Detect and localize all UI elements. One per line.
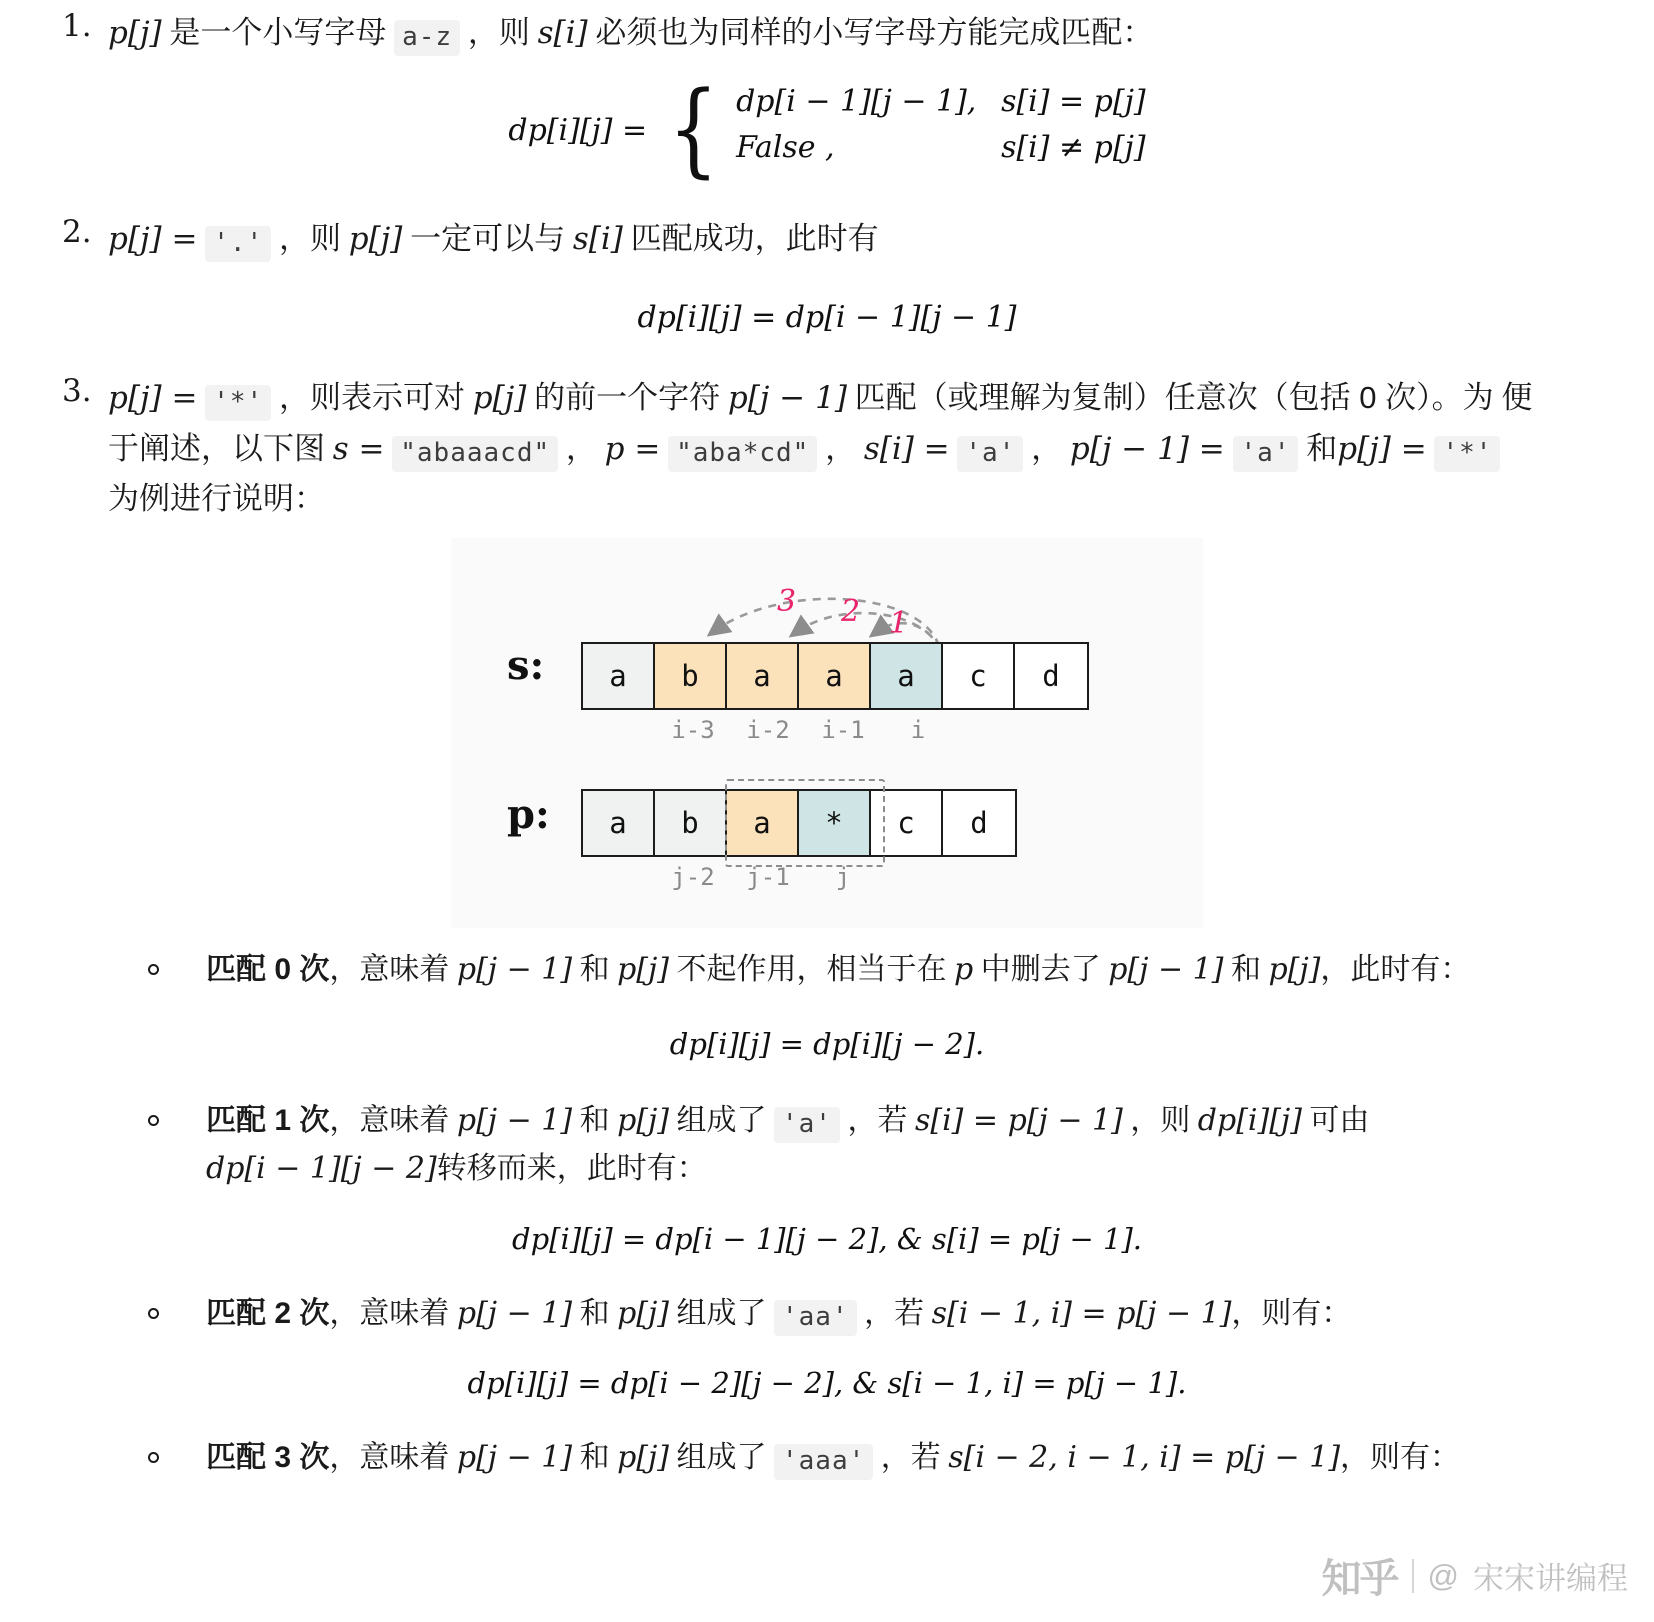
bullet-item-2 [0, 1290, 1654, 1339]
bullet-3-bold: 匹配 3 次 [206, 1441, 330, 1475]
rule-2-text-2: 一定可以与 [410, 221, 566, 257]
bullet-item-1 [0, 1097, 1654, 1194]
rule-3-text-5: 为例进行说明： [108, 480, 325, 516]
s-cell-6: d [1015, 644, 1087, 708]
rule-3-si-code: 'a' [957, 436, 1023, 472]
bullet-3-v2: p[j] [617, 1440, 669, 1476]
bullet-1-text-3: 组成了 [676, 1103, 767, 1137]
rule-item-2 [0, 214, 1654, 264]
s-cell-4: a [871, 644, 943, 708]
rule-2-var1: p[j] [348, 221, 403, 258]
rule-3-var1: p[j] [472, 380, 527, 417]
bullet-3-text-4: ，若 [880, 1441, 941, 1475]
bullet-1-text-4: ，若 [847, 1103, 908, 1137]
rule-number-2: 2. [62, 214, 92, 251]
rule-3-text-3: 匹配（或理解为复制）任意次（包括 0 次）。为 [854, 380, 1494, 416]
bullet-2-v1: p[j − 1] [456, 1295, 573, 1331]
rule-3-si-var: s[i] = [863, 430, 950, 467]
s-cell-1: b [655, 644, 727, 708]
rule-3-p-var: p = [604, 430, 661, 467]
rule-1-code-chip: a-z [394, 20, 460, 56]
bullet-0-text-4: 中删去了 [980, 953, 1101, 987]
bullet-0-text-5: 和 [1230, 953, 1261, 987]
rule-2-var2: s[i] [572, 221, 623, 258]
bullet-2-text-2: 和 [579, 1296, 610, 1330]
bullet-0-equation: dp[i][j] = dp[i][j − 2]. [669, 1026, 985, 1061]
p-index-0: j-2 [671, 863, 715, 892]
bullet-dot-icon [148, 1452, 159, 1463]
p-cell-3: * [799, 791, 871, 855]
s-index-labels [581, 716, 1101, 746]
bullet-1-text [206, 1097, 1654, 1194]
rule-3-var2: p[j − 1] [727, 380, 847, 417]
bullet-0-v5: p[j] [1268, 952, 1321, 988]
bullet-3-text-2: 和 [579, 1441, 610, 1475]
rule-1-text-before: 是一个小写字母 [169, 15, 387, 50]
rule-3-comma-2: ， [825, 430, 857, 466]
bullet-dot-icon [148, 964, 159, 975]
bullet-dot-icon [148, 1115, 159, 1126]
bullet-0-text-1: ，意味着 [329, 953, 450, 987]
rule-1-case-1-value: dp[i − 1][j − 1], [736, 84, 977, 120]
s-index-3: i [910, 716, 926, 745]
bullet-2-equation: dp[i][j] = dp[i − 2][j − 2], & s[i − 1, i] = p[j − 1]. [467, 1366, 1187, 1401]
bullet-2-v2: p[j] [617, 1295, 669, 1331]
curly-brace-icon: { [668, 70, 719, 190]
p-cell-1: b [655, 791, 727, 855]
p-cell-0: a [583, 791, 655, 855]
rule-3-text-2: 的前一个字符 [534, 380, 721, 416]
bullet-0-v3: p [954, 952, 974, 988]
rule-3-pj-var: p[j] = [1337, 430, 1427, 467]
bullet-1-v3: s[i] = p[j − 1] [914, 1102, 1123, 1138]
rule-1-case-2-value: False , [736, 130, 835, 166]
s-cell-5: c [943, 644, 1015, 708]
bullet-1-bold: 匹配 1 次 [206, 1103, 330, 1137]
bullet-2-v3: s[i − 1, i] = p[j − 1] [931, 1295, 1232, 1331]
bullet-1-text-7: 转移而来，此时有： [436, 1152, 707, 1186]
rule-3-pj1-var: p[j − 1] = [1069, 430, 1225, 467]
p-cell-2: a [727, 791, 799, 855]
bullet-item-3 [0, 1434, 1654, 1483]
bullet-0-text-3: 不起作用，相当于在 [676, 953, 947, 987]
rule-2-lhs: p[j] = [108, 221, 198, 258]
bullet-1-v4: dp[i][j] [1197, 1102, 1302, 1138]
bullet-1-text-1: ，意味着 [329, 1103, 450, 1137]
watermark-at-icon: @ [1427, 1557, 1459, 1593]
row-label-s: s: [507, 642, 545, 690]
bullet-2-code-chip: 'aa' [774, 1300, 857, 1336]
rule-3-he: 和 [1306, 430, 1338, 466]
bullet-0-v4: p[j − 1] [1108, 952, 1224, 988]
bullet-dot-icon [148, 1308, 159, 1319]
match-count-list [0, 946, 1654, 1483]
bullet-0-text-2: 和 [579, 953, 610, 987]
p-cell-5: d [943, 791, 1015, 855]
bullet-3-v1: p[j − 1] [456, 1440, 573, 1476]
rule-number-1: 1. [62, 8, 92, 44]
s-index-0: i-3 [671, 716, 715, 745]
bullet-3-code-chip: 'aaa' [774, 1444, 873, 1480]
highlight-dashed-box [725, 779, 885, 867]
rule-3-s-code: "abaaacd" [392, 436, 558, 472]
rule-1-case-1-condition: s[i] = p[j] [1001, 84, 1146, 120]
rule-2-equation: dp[i][j] = dp[i − 1][j − 1] [637, 300, 1017, 336]
rule-item-3 [0, 373, 1654, 524]
bullet-1-v1: p[j − 1] [456, 1102, 573, 1138]
bullet-0-v2: p[j] [617, 952, 669, 988]
bullet-1-v2: p[j] [617, 1102, 669, 1138]
bullet-1-v5: dp[i − 1][j − 2] [206, 1151, 437, 1187]
s-cell-3: a [799, 644, 871, 708]
arc-label-2: 2 [841, 594, 861, 630]
arc-label-3: 3 [777, 584, 797, 620]
watermark-divider [1412, 1559, 1414, 1593]
rule-3-comma-3: ， [1031, 430, 1063, 466]
bullet-3-text-1: ，意味着 [329, 1441, 450, 1475]
row-label-p: p: [507, 791, 550, 839]
rule-1-text-after: 必须也为同样的小写字母方能完成匹配： [595, 15, 1154, 50]
bullet-0-bold: 匹配 0 次 [206, 953, 330, 987]
bullet-2-text [206, 1290, 1654, 1339]
bullet-2-text-3: 组成了 [676, 1296, 767, 1330]
rules-list [0, 8, 1654, 58]
p-index-1: j-1 [746, 863, 790, 892]
matching-diagram [451, 538, 1203, 928]
bullet-1-equation: dp[i][j] = dp[i − 1][j − 2], & s[i] = p[j − 1]. [512, 1221, 1142, 1256]
rule-1-equation-lhs: dp[i][j] = [508, 112, 648, 148]
bullet-0-text-6: ，此时有： [1320, 953, 1471, 987]
rule-3-pj-code: '*' [1434, 436, 1500, 472]
rule-number-3: 3. [62, 373, 92, 410]
rule-3-text [108, 373, 1654, 524]
bullet-0-text [206, 946, 1654, 995]
s-cell-0: a [583, 644, 655, 708]
bullet-1-text-2: 和 [579, 1103, 610, 1137]
bullet-3-text-5: ，则有： [1340, 1441, 1461, 1475]
rule-3-s-var: s = [332, 430, 385, 467]
rule-2-code-chip: '.' [205, 226, 271, 262]
p-cell-4: c [871, 791, 943, 855]
rule-1-text [108, 8, 1654, 58]
rule-1-text-mid: ，则 [467, 15, 530, 50]
rule-3-code-chip: '*' [205, 385, 271, 421]
bullet-2-text-5: ，则有： [1231, 1296, 1352, 1330]
p-index-labels [581, 863, 1101, 893]
bullet-3-text [206, 1434, 1654, 1483]
bullet-2-text-4: ，若 [864, 1296, 925, 1330]
bullet-item-0 [0, 946, 1654, 995]
bullet-3-v3: s[i − 2, i − 1, i] = p[j − 1] [948, 1440, 1341, 1476]
watermark-author-name: 宋宋讲编程 [1473, 1561, 1628, 1596]
s-cell-2: a [727, 644, 799, 708]
rule-3-pj1-code: 'a' [1233, 436, 1299, 472]
rule-3-lhs: p[j] = [108, 380, 198, 417]
rule-item-1 [0, 8, 1654, 58]
bullet-1-text-6: 可由 [1309, 1103, 1370, 1137]
string-s-cells [581, 642, 1089, 710]
bullet-3-text-3: 组成了 [676, 1441, 767, 1475]
bullet-2-text-1: ，意味着 [329, 1296, 450, 1330]
p-index-2: j [835, 863, 851, 892]
bullet-0-v1: p[j − 1] [456, 952, 573, 988]
rule-3-comma-1: ， [565, 430, 597, 466]
bullet-1-text-5: ，则 [1130, 1103, 1191, 1137]
rule-1-case-2-condition: s[i] ≠ p[j] [1001, 130, 1146, 166]
arc-label-1: 1 [889, 606, 909, 642]
rule-1-var1: p[j] [108, 15, 162, 51]
zhihu-logo-icon: 知乎 [1321, 1557, 1398, 1601]
rule-1-equation [0, 70, 1654, 190]
s-index-2: i-1 [821, 716, 865, 745]
bullet-2-bold: 匹配 2 次 [206, 1296, 330, 1330]
rule-3-text-4: 便于阐述，以下图 [108, 380, 1533, 466]
rule-2-text-mid: ，则 [278, 221, 341, 257]
rule-3-p-code: "aba*cd" [668, 436, 817, 472]
zhihu-watermark [1322, 1547, 1628, 1604]
rule-2-text-after: 匹配成功，此时有 [630, 221, 879, 257]
bullet-1-code-chip: 'a' [774, 1107, 840, 1143]
rule-3-text-1: ，则表示可对 [278, 380, 465, 416]
rule-2-text [108, 214, 1654, 264]
rule-1-var2: s[i] [537, 15, 588, 51]
s-index-1: i-2 [746, 716, 790, 745]
